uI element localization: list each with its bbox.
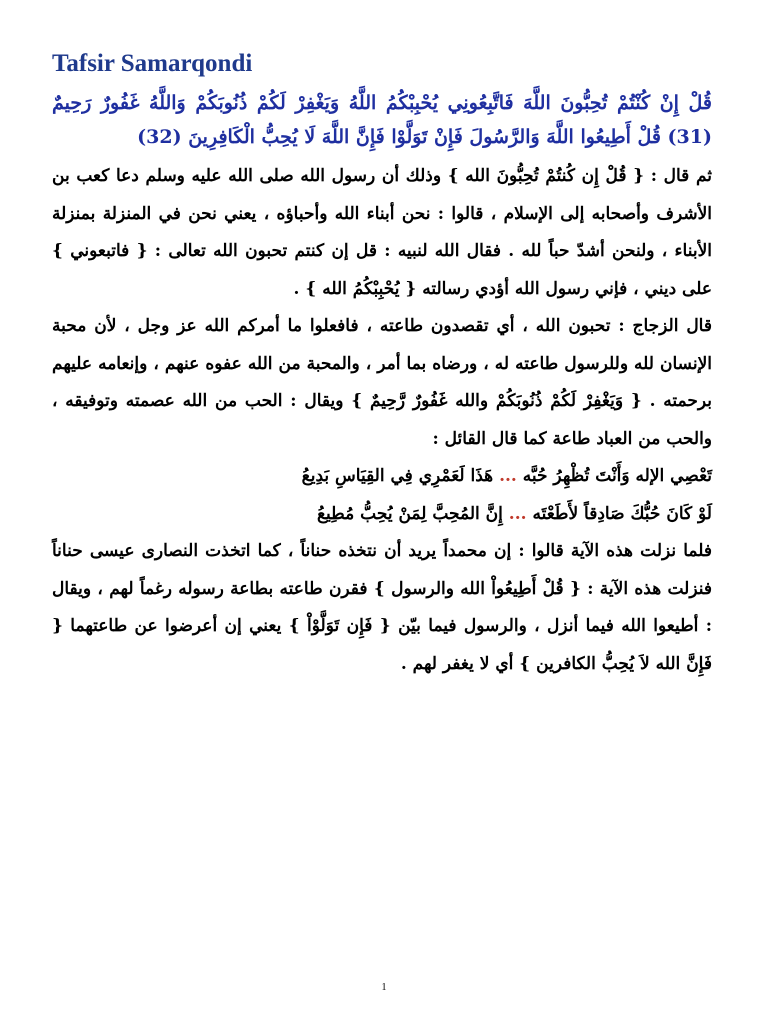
poem-line-1-separator: ... — [499, 466, 517, 486]
poem-line-2-separator: ... — [508, 503, 527, 524]
document-page — [52, 48, 712, 683]
poem-line-1 — [52, 458, 712, 496]
poem-line-1-second-hemistich: هَذَا لَعَمْرِي فِي القِيَاسِ بَدِيعُ — [301, 466, 494, 486]
commentary-paragraph-1: ثم قال : { قُلْ إِن كُنتُمْ تُحِبُّونَ الله } وذلك أن رسول الله صلى الله عليه وسلم دعا كعب بن الأشرف وأصحابه إلى الإسلام ، قالوا : نحن أبناء الله وأحباؤه ، يعني نحن في المنزلة بمنزلة الأبناء ، ولنحن أشدّ حباً لله . فقال الله لنبيه : قل إن كنتم تحبون الله تعالى : { فاتبعوني } على ديني ، فإني رسول الله أؤدي رسالته { يُحْبِبْكُمُ الله } . — [52, 166, 712, 299]
poem-line-2-first-hemistich: لَوْ كَانَ حُبُّكَ صَادِقاً لأَطَعْتَه — [532, 503, 712, 524]
commentary-paragraph-2: قال الزجاج : تحبون الله ، أي تقصدون طاعته ، فافعلوا ما أمركم الله عز وجل ، لأن محبة الإنسان لله وللرسول طاعته له ، ورضاه بما أمر ، والمحبة من الله عفوه عنهم ، وإنعامه عليهم برحمته . { وَيَغْفِرْ لَكُمْ ذُنُوبَكُمْ والله غَفُورٌ رَّحِيمٌ } ويقال : الحب من الله عصمته وتوفيقه ، والحب من العباد طاعة كما قال القائل : — [52, 316, 712, 449]
poem-line-2-second-hemistich: إِنَّ المُحِبَّ لِمَنْ يُحِبُّ مُطِيعُ — [317, 503, 503, 524]
page-number: 1 — [381, 982, 387, 993]
quran-verse: قُلْ إِنْ كُنْتُمْ تُحِبُّونَ اللَّهَ فَاتَّبِعُونِي يُحْبِبْكُمُ اللَّهُ وَيَغْفِرْ لَكُمْ ذُنُوبَكُمْ وَاللَّهُ غَفُورٌ رَحِيمٌ (31) قُلْ أَطِيعُوا اللَّهَ وَالرَّسُولَ فَإِنْ تَوَلَّوْا فَإِنَّ اللَّهَ لَا يُحِبُّ الْكَافِرِينَ (32) — [52, 92, 712, 148]
page-title: Tafsir Samarqondi — [52, 50, 253, 77]
poem-line-2 — [52, 496, 712, 534]
poem-line-1-first-hemistich: تَعْصِي الإله وَأَنْتَ تُظْهِرُ حُبَّه — [522, 466, 712, 486]
commentary-paragraph-3: فلما نزلت هذه الآية قالوا : إن محمداً يريد أن نتخذه حناناً ، كما اتخذت النصارى عيسى حناناً فنزلت هذه الآية : { قُلْ أَطِيعُواْ الله والرسول } فقرن طاعته بطاعة رسوله رغماً لهم ، ويقال : أطيعوا الله فيما أنزل ، والرسول فيما بيّن { فَإِن تَوَلَّوْاْ } يعني إن أعرضوا عن طاعتهما { فَإِنَّ الله لاَ يُحِبُّ الكافرين } أي لا يغفر لهم . — [52, 541, 712, 674]
